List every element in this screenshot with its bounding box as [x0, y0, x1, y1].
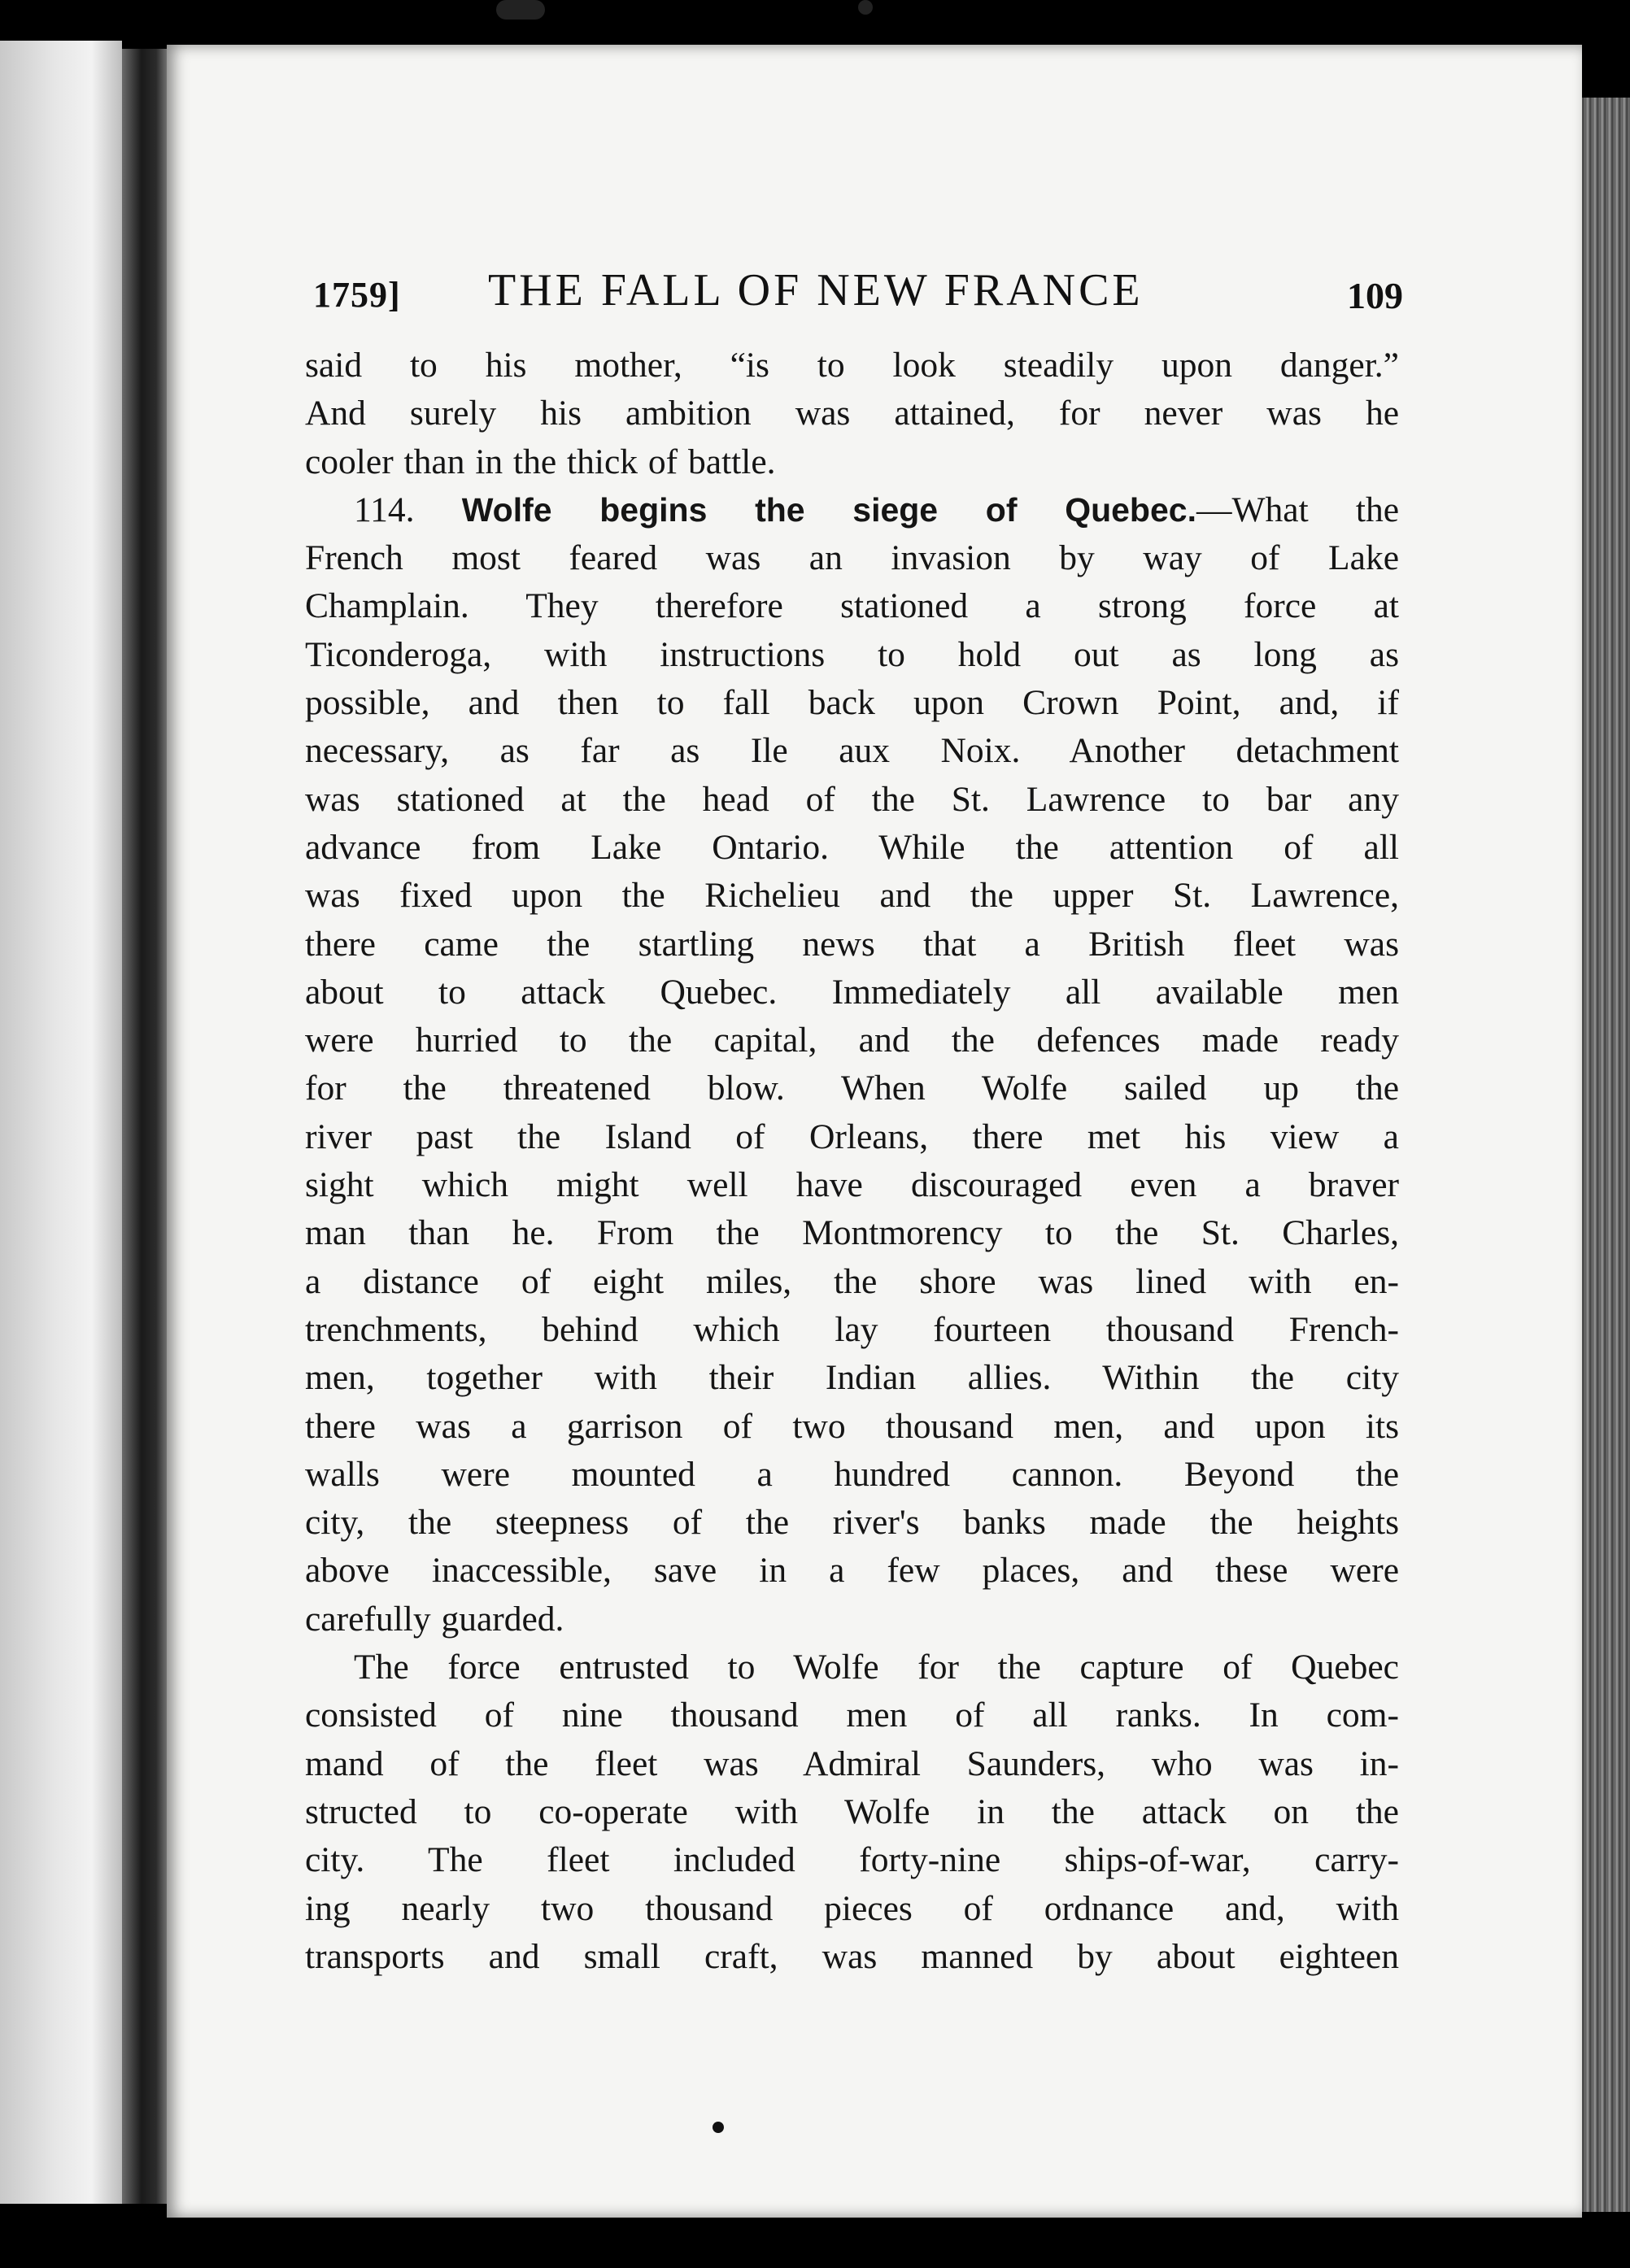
- running-header: [313, 264, 1403, 329]
- text-line: French most feared was an invasion by way of Lake: [305, 538, 1399, 578]
- text-line: walls were mounted a hundred cannon. Beyond the: [305, 1454, 1399, 1494]
- text-line: consisted of nine thousand men of all ranks. In com-: [305, 1696, 1399, 1735]
- text-line: And surely his ambition was attained, for never was he: [305, 394, 1399, 433]
- text-line: city, the steepness of the river's banks made the heights: [305, 1503, 1399, 1543]
- header-title: THE FALL OF NEW FRANCE: [488, 265, 1144, 316]
- page-number: 109: [1347, 275, 1403, 316]
- page-body: [305, 342, 1399, 1981]
- text-line: men, together with their Indian allies. Within the city: [305, 1358, 1399, 1398]
- text-line: said to his mother, “is to look steadily upon danger.”: [305, 346, 1399, 385]
- text-line: were hurried to the capital, and the defences made ready: [305, 1021, 1399, 1060]
- section-first-line-rest: —What the: [1196, 490, 1400, 529]
- text-line: was stationed at the head of the St. Lawrence to bar any: [305, 779, 1399, 819]
- text-line: possible, and then to fall back upon Crown Point, and, if: [305, 683, 1399, 723]
- text-line: ing nearly two thousand pieces of ordnance and, with: [305, 1888, 1399, 1928]
- text-line: Champlain. They therefore stationed a strong force at: [305, 586, 1399, 626]
- top-edge-mark: [858, 0, 873, 15]
- book-gutter: [122, 49, 171, 2204]
- text-line: cooler than in the thick of battle.: [305, 442, 776, 481]
- text-line: city. The fleet included forty-nine ships-of-war, carry-: [305, 1840, 1399, 1880]
- text-line: The force entrusted to Wolfe for the capture of Quebec: [354, 1648, 1399, 1687]
- text-line: for the threatened blow. When Wolfe sailed up the: [305, 1069, 1399, 1108]
- paragraph: [305, 1643, 1399, 1981]
- text-line: a distance of eight miles, the shore was lined with en-: [305, 1261, 1399, 1301]
- text-line: man than he. From the Montmorency to the St. Charles,: [305, 1213, 1399, 1253]
- text-line: about to attack Quebec. Immediately all available men: [305, 972, 1399, 1012]
- paragraph-continuation: [305, 342, 1399, 486]
- text-line: there was a garrison of two thousand men, and upon its: [305, 1406, 1399, 1446]
- text-line: advance from Lake Ontario. While the attention of all: [305, 827, 1399, 867]
- text-line: was fixed upon the Richelieu and the upper St. Lawrence,: [305, 876, 1399, 916]
- text-line: river past the Island of Orleans, there met his view a: [305, 1117, 1399, 1156]
- text-line: transports and small craft, was manned by about eighteen: [305, 1936, 1399, 1976]
- text-line: above inaccessible, save in a few places, and these were: [305, 1551, 1399, 1591]
- text-line: structed to co-operate with Wolfe in the attack on the: [305, 1791, 1399, 1831]
- header-year: 1759]: [313, 275, 401, 315]
- text-line: carefully guarded.: [305, 1599, 564, 1639]
- right-page-edges: [1578, 98, 1630, 2212]
- section-heading: Wolfe begins the siege of Quebec.: [461, 490, 1196, 529]
- text-line: trenchments, behind which lay fourteen thousand French-: [305, 1309, 1399, 1349]
- text-line: mand of the fleet was Admiral Saunders, who was in-: [305, 1743, 1399, 1783]
- ink-dot: [713, 2122, 724, 2133]
- section-number: 114.: [354, 490, 415, 529]
- top-edge-mark: [496, 0, 545, 20]
- text-line: Ticonderoga, with instructions to hold out as long as: [305, 634, 1399, 674]
- text-line: there came the startling news that a British fleet was: [305, 924, 1399, 964]
- left-page-edge: [0, 41, 122, 2204]
- text-line: sight which might well have discouraged even a braver: [305, 1165, 1399, 1205]
- text-line: necessary, as far as Ile aux Noix. Another detachment: [305, 731, 1399, 771]
- section-heading-line: [305, 486, 1399, 534]
- section-114-paragraph: [305, 486, 1399, 1643]
- book-page: [167, 45, 1582, 2218]
